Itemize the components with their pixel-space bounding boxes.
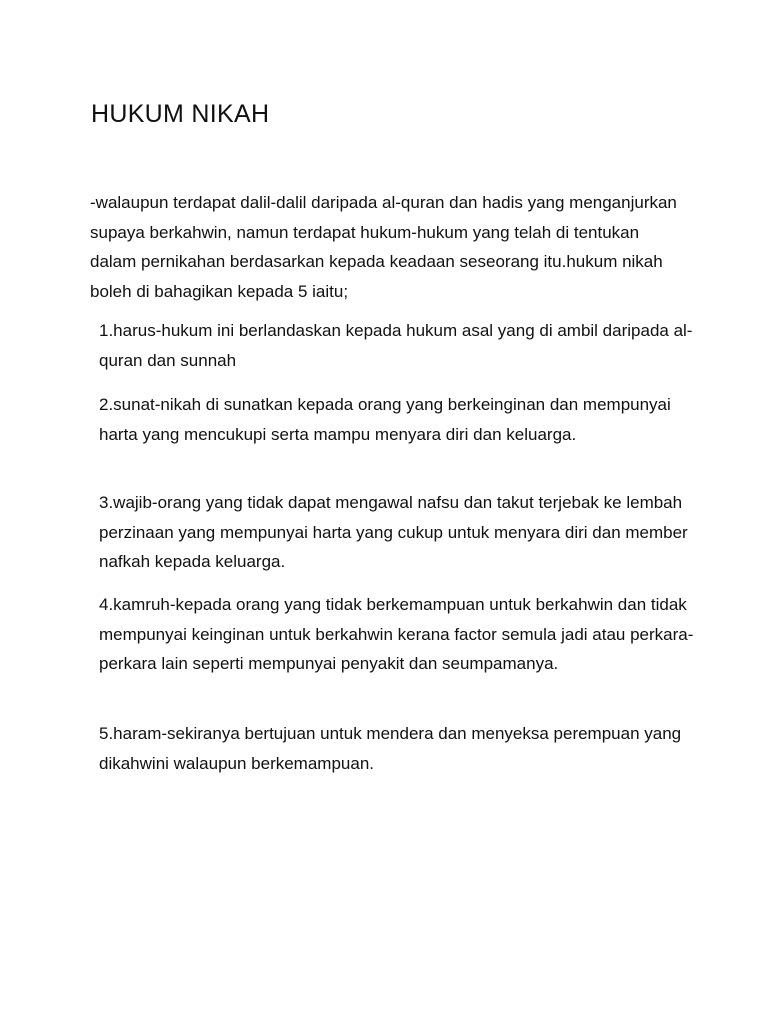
intro-paragraph: -walaupun terdapat dalil-dalil daripada al-quran dan hadis yang menganjurkan supaya berkahwin, namun terdapat hukum-hukum yang telah di tentukan dalam pernikahan berdasarkan kepada keadaan seseorang itu.hukum nikah boleh di bahagikan kepada 5 iaitu;	[90, 193, 677, 301]
list-item-wajib: 3.wajib-orang yang tidak dapat mengawal nafsu dan takut terjebak ke lembah perzinaan yang mempunyai harta yang cukup untuk menyara diri dan member nafkah kepada keluarga.	[99, 493, 688, 571]
list-item-sunat: 2.sunat-nikah di sunatkan kepada orang yang berkeinginan dan mempunyai harta yang mencukupi serta mampu menyara diri dan keluarga.	[99, 395, 671, 444]
list-item-makruh: 4.kamruh-kepada orang yang tidak berkemampuan untuk berkahwin dan tidak mempunyai keinginan untuk berkahwin kerana factor semula jadi atau perkara-perkara lain seperti mempunyai penyakit dan seumpamanya.	[99, 595, 694, 673]
list-item-harus: 1.harus-hukum ini berlandaskan kepada hukum asal yang di ambil daripada al-quran dan sunnah	[99, 321, 693, 370]
list-item-haram: 5.haram-sekiranya bertujuan untuk mendera dan menyeksa perempuan yang dikahwini walaupun berkemampuan.	[99, 724, 682, 773]
page-title: HUKUM NIKAH	[91, 100, 270, 128]
